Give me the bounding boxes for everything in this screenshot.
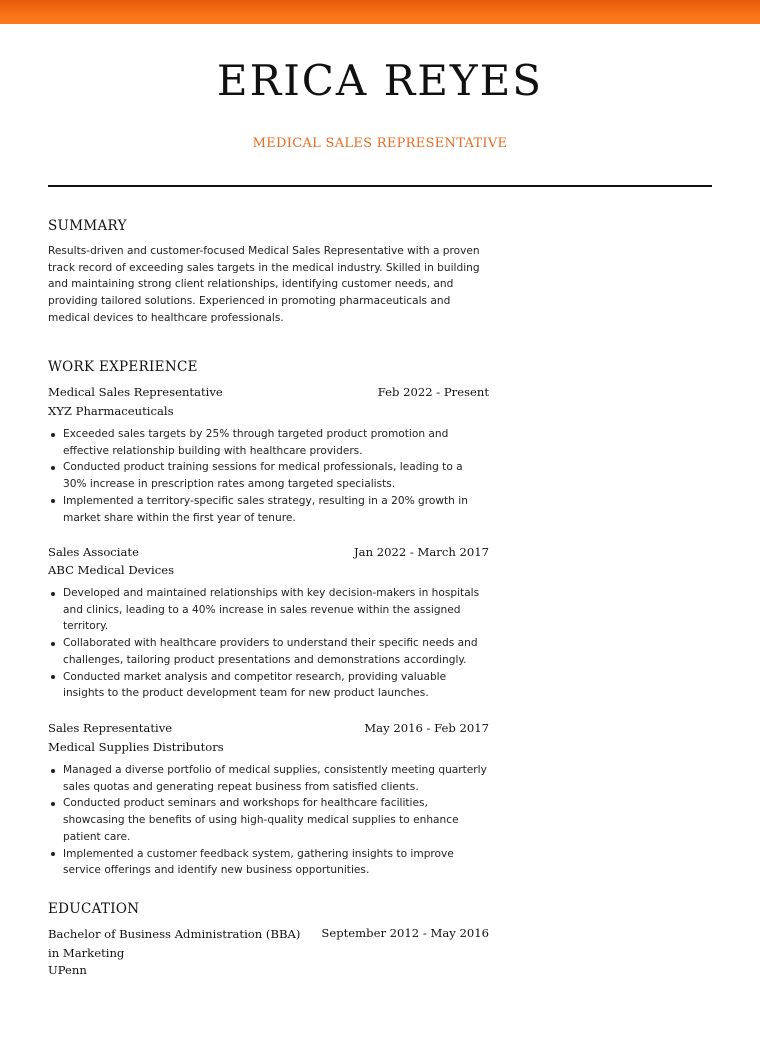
- education-degree: Bachelor of Business Administration (BBA) in Marketing: [48, 927, 301, 960]
- list-item: Conducted product training sessions for medical professionals, leading to a 30% increase in prescription rates among targeted specialists.: [48, 459, 488, 492]
- work-experience-heading: WORK EXPERIENCE: [48, 359, 198, 375]
- education-dates: September 2012 - May 2016: [321, 926, 489, 940]
- list-item: Conducted product seminars and workshops for healthcare facilities, showcasing the benefits of using high-quality medical supplies to enhance patient care.: [48, 795, 488, 845]
- job-dates: Jan 2022 - March 2017: [354, 545, 489, 559]
- job-bullet-list: [48, 762, 488, 879]
- company-name: Medical Supplies Distributors: [48, 740, 224, 754]
- list-item: Developed and maintained relationships with key decision-makers in hospitals and clinics, leading to a 40% increase in sales revenue within the assigned territory.: [48, 585, 488, 635]
- education-heading: EDUCATION: [48, 901, 140, 917]
- accent-top-bar: [0, 0, 760, 24]
- job-title: Sales Representative: [48, 721, 173, 735]
- list-item: Implemented a customer feedback system, gathering insights to improve service offerings and identify new business opportunities.: [48, 846, 488, 879]
- list-item: Conducted market analysis and competitor research, providing valuable insights to the product development team for new product launches.: [48, 669, 488, 702]
- job-bullet-list: [48, 585, 488, 702]
- summary-heading: SUMMARY: [48, 218, 127, 234]
- company-name: ABC Medical Devices: [48, 563, 175, 577]
- job-bullet-list: [48, 426, 488, 526]
- list-item: Managed a diverse portfolio of medical supplies, consistently meeting quarterly sales quotas and generating repeat business from satisfied clients.: [48, 762, 488, 795]
- job-title: Medical Sales Representative: [48, 385, 223, 399]
- summary-text: Results-driven and customer-focused Medical Sales Representative with a proven track record of exceeding sales targets in the medical industry. Skilled in building and maintaining strong client relationships, identifying customer needs, and providing tailored solutions. Experienced in promoting pharmaceuticals and medical devices to healthcare professionals.: [48, 245, 480, 324]
- job-title: Sales Associate: [48, 545, 139, 559]
- job-dates: Feb 2022 - Present: [377, 385, 489, 399]
- list-item: Exceeded sales targets by 25% through targeted product promotion and effective relationship building with healthcare providers.: [48, 426, 488, 459]
- list-item: Implemented a territory-specific sales strategy, resulting in a 20% growth in market share within the first year of tenure.: [48, 493, 488, 526]
- job-dates: May 2016 - Feb 2017: [364, 721, 489, 735]
- company-name: XYZ Pharmaceuticals: [48, 404, 174, 418]
- job-title-heading: MEDICAL SALES REPRESENTATIVE: [252, 136, 508, 151]
- education-school: UPenn: [48, 963, 87, 977]
- header-divider: [48, 185, 712, 187]
- list-item: Collaborated with healthcare providers to understand their specific needs and challenges, tailoring product presentations and demonstrations accordingly.: [48, 635, 488, 668]
- candidate-name: ERICA REYES: [216, 56, 544, 105]
